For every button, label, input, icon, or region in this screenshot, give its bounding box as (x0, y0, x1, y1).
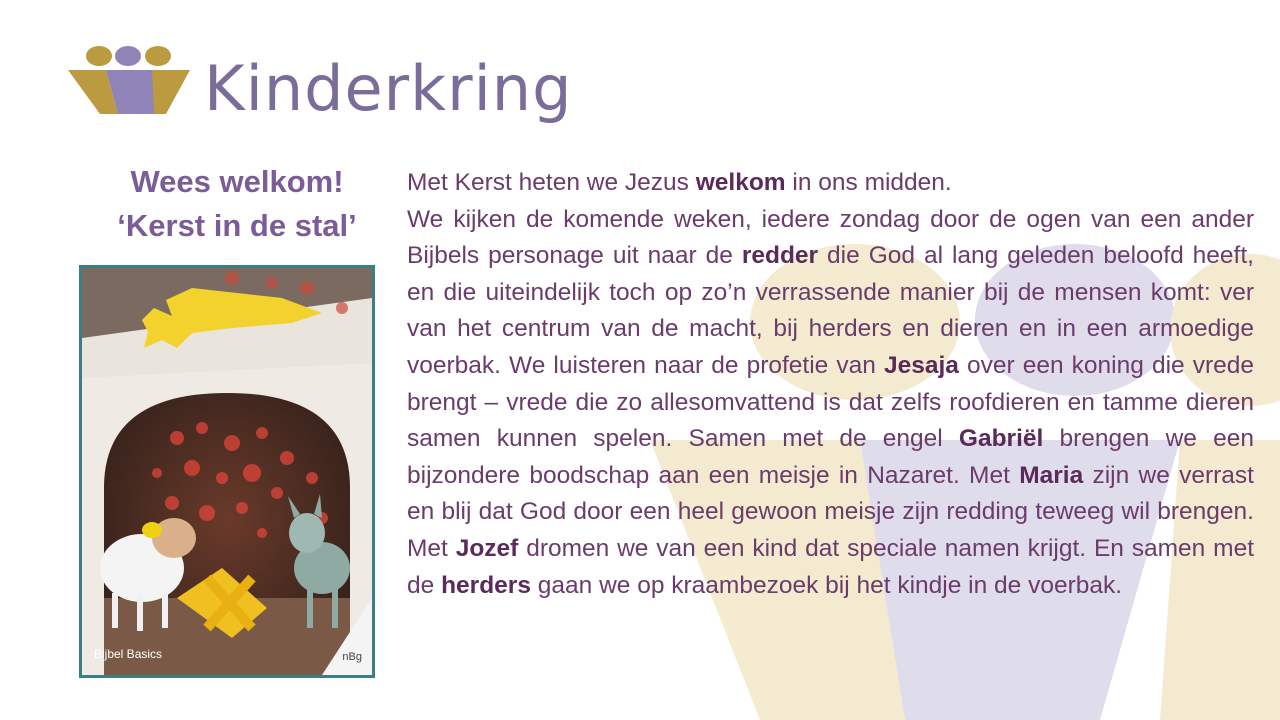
text-run: over een koning die vrede brengt – vrede die zo allesomvattend is dat zelfs roofdieren en tamme dieren samen kunnen spelen. Samen met de engel (407, 351, 1254, 453)
logo-wordmark: Kinderkring (204, 52, 573, 125)
three-figures-logo-icon (66, 44, 192, 118)
nativity-scene-illustration (82, 268, 372, 675)
welcome-heading (80, 160, 394, 248)
main-paragraph (407, 202, 1254, 605)
lead-sentence (407, 165, 1254, 202)
text-run: zijn we verrast en blij dat God door een heel gewoon meisje zijn redding teweeg wil brengen. Met (407, 461, 1254, 562)
heading-line-1: Wees welkom! (130, 164, 344, 199)
heading-line-2: ‘Kerst in de stal’ (117, 208, 357, 243)
book-cover-image (79, 265, 375, 678)
intro-text (407, 165, 1254, 604)
kinderkring-logo (66, 44, 626, 144)
book-caption: Bijbel Basics (94, 647, 163, 661)
emphasized-word: Jozef (455, 534, 519, 562)
emphasized-word: welkom (695, 169, 786, 196)
text-run: We kijken de komende weken, iedere zondag door de ogen van een ander Bijbels personage uit naar de (407, 205, 1254, 270)
text-run: gaan we op kraambezoek bij het kindje in de voerbak. (530, 571, 1123, 599)
text-run: in ons midden. (785, 169, 952, 196)
text-run: dromen we van een kind dat speciale namen krijgt. En samen met de (407, 534, 1254, 599)
emphasized-word: Maria (1019, 461, 1084, 489)
text-run: Met Kerst heten we Jezus (407, 169, 696, 196)
emphasized-word: Jesaja (883, 351, 959, 379)
emphasized-word: redder (741, 242, 819, 270)
book-brand: nBg (342, 651, 362, 663)
text-run: die God al lang geleden beloofd heeft, en die uiteindelijk toch op zo’n verrassende manier bij de mensen komt: ver van het centrum van de macht, bij herders en dieren en in een armoedige voerbak. We luisteren naar de profetie van (407, 242, 1254, 379)
text-run: brengen we een bijzondere boodschap aan een meisje in Nazaret. Met (407, 425, 1254, 489)
emphasized-word: herders (441, 571, 531, 599)
emphasized-word: Gabriël (958, 425, 1044, 453)
